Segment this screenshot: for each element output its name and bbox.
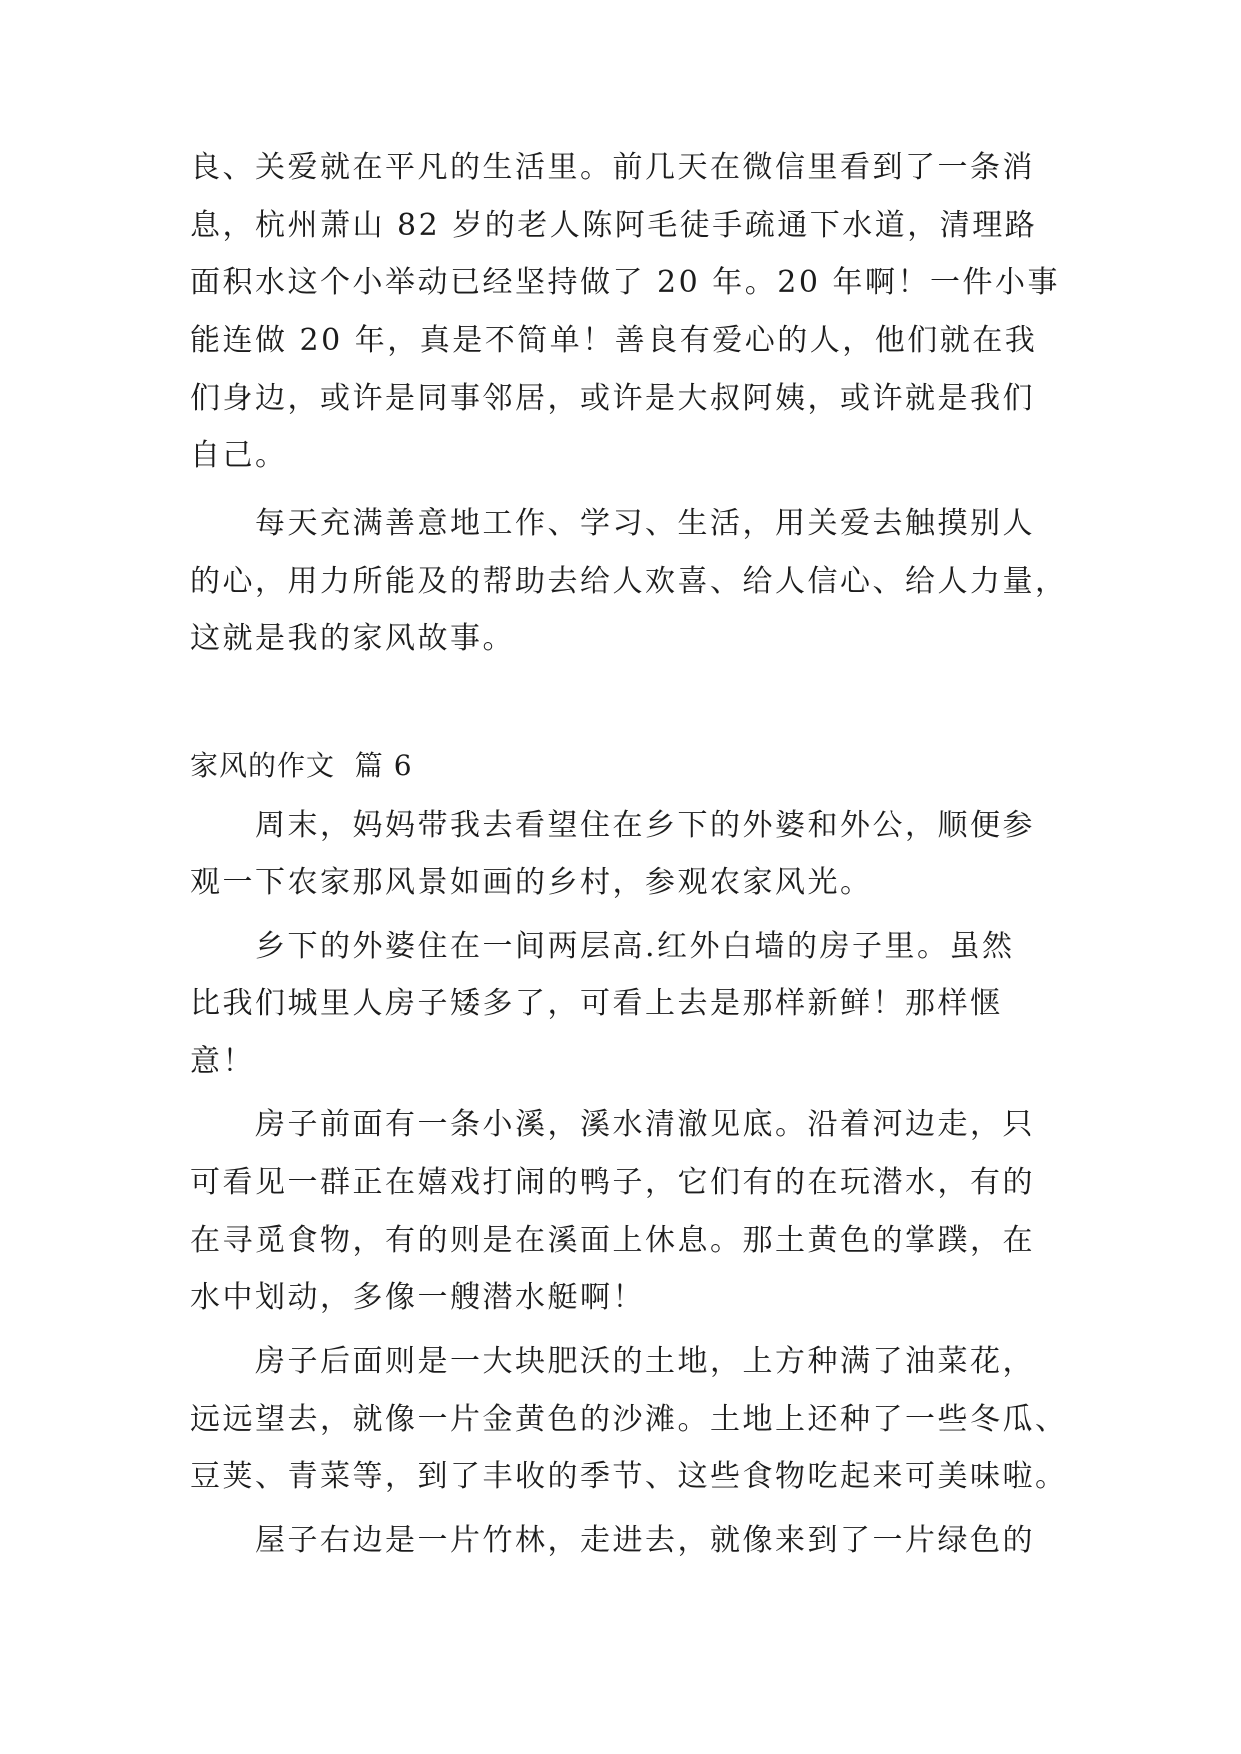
text-line: 可看见一群正在嬉戏打闹的鸭子，它们有的在玩潜水，有的 [190,1165,1035,1200]
text-line: 的心，用力所能及的帮助去给人欢喜、给人信心、给人力量， [190,564,1068,599]
text-line: 息，杭州萧山 82 岁的老人陈阿毛徒手疏通下水道，清理路 [190,208,1038,243]
text-line: 远远望去，就像一片金黄色的沙滩。土地上还种了一些冬瓜、 [190,1402,1068,1437]
text-line: 水中划动，多像一艘潜水艇啊！ [190,1280,645,1315]
text-line: 这就是我的家风故事。 [190,621,515,656]
text-line: 房子后面则是一大块肥沃的土地，上方种满了油菜花， [255,1344,1035,1379]
text-line: 屋子右边是一片竹林，走进去，就像来到了一片绿色的 [255,1523,1035,1558]
text-line: 观一下农家那风景如画的乡村，参观农家风光。 [190,865,873,900]
text-line: 意！ [190,1044,255,1079]
text-line: 周末，妈妈带我去看望住在乡下的外婆和外公，顺便参 [255,808,1035,843]
text-line: 们身边，或许是同事邻居，或许是大叔阿姨，或许就是我们 [190,381,1035,416]
text-line: 每天充满善意地工作、学习、生活，用关爱去触摸别人 [255,506,1035,541]
section-heading: 家风的作文 篇 6 [190,749,413,782]
text-line: 在寻觅食物，有的则是在溪面上休息。那土黄色的掌蹼，在 [190,1223,1035,1258]
text-line: 自己。 [190,438,288,473]
text-line: 能连做 20 年，真是不简单！善良有爱心的人，他们就在我 [190,323,1038,358]
text-line: 比我们城里人房子矮多了，可看上去是那样新鲜！那样惬 [190,986,1003,1021]
text-line: 面积水这个小举动已经坚持做了 20 年。20 年啊！一件小事 [190,265,1060,300]
text-line: 豆荚、青菜等，到了丰收的季节、这些食物吃起来可美味啦。 [190,1459,1068,1494]
text-line: 良、关爱就在平凡的生活里。前几天在微信里看到了一条消 [190,150,1035,185]
text-line: 乡下的外婆住在一间两层高.红外白墙的房子里。虽然 [255,929,1015,964]
text-line: 房子前面有一条小溪，溪水清澈见底。沿着河边走，只 [255,1107,1035,1142]
